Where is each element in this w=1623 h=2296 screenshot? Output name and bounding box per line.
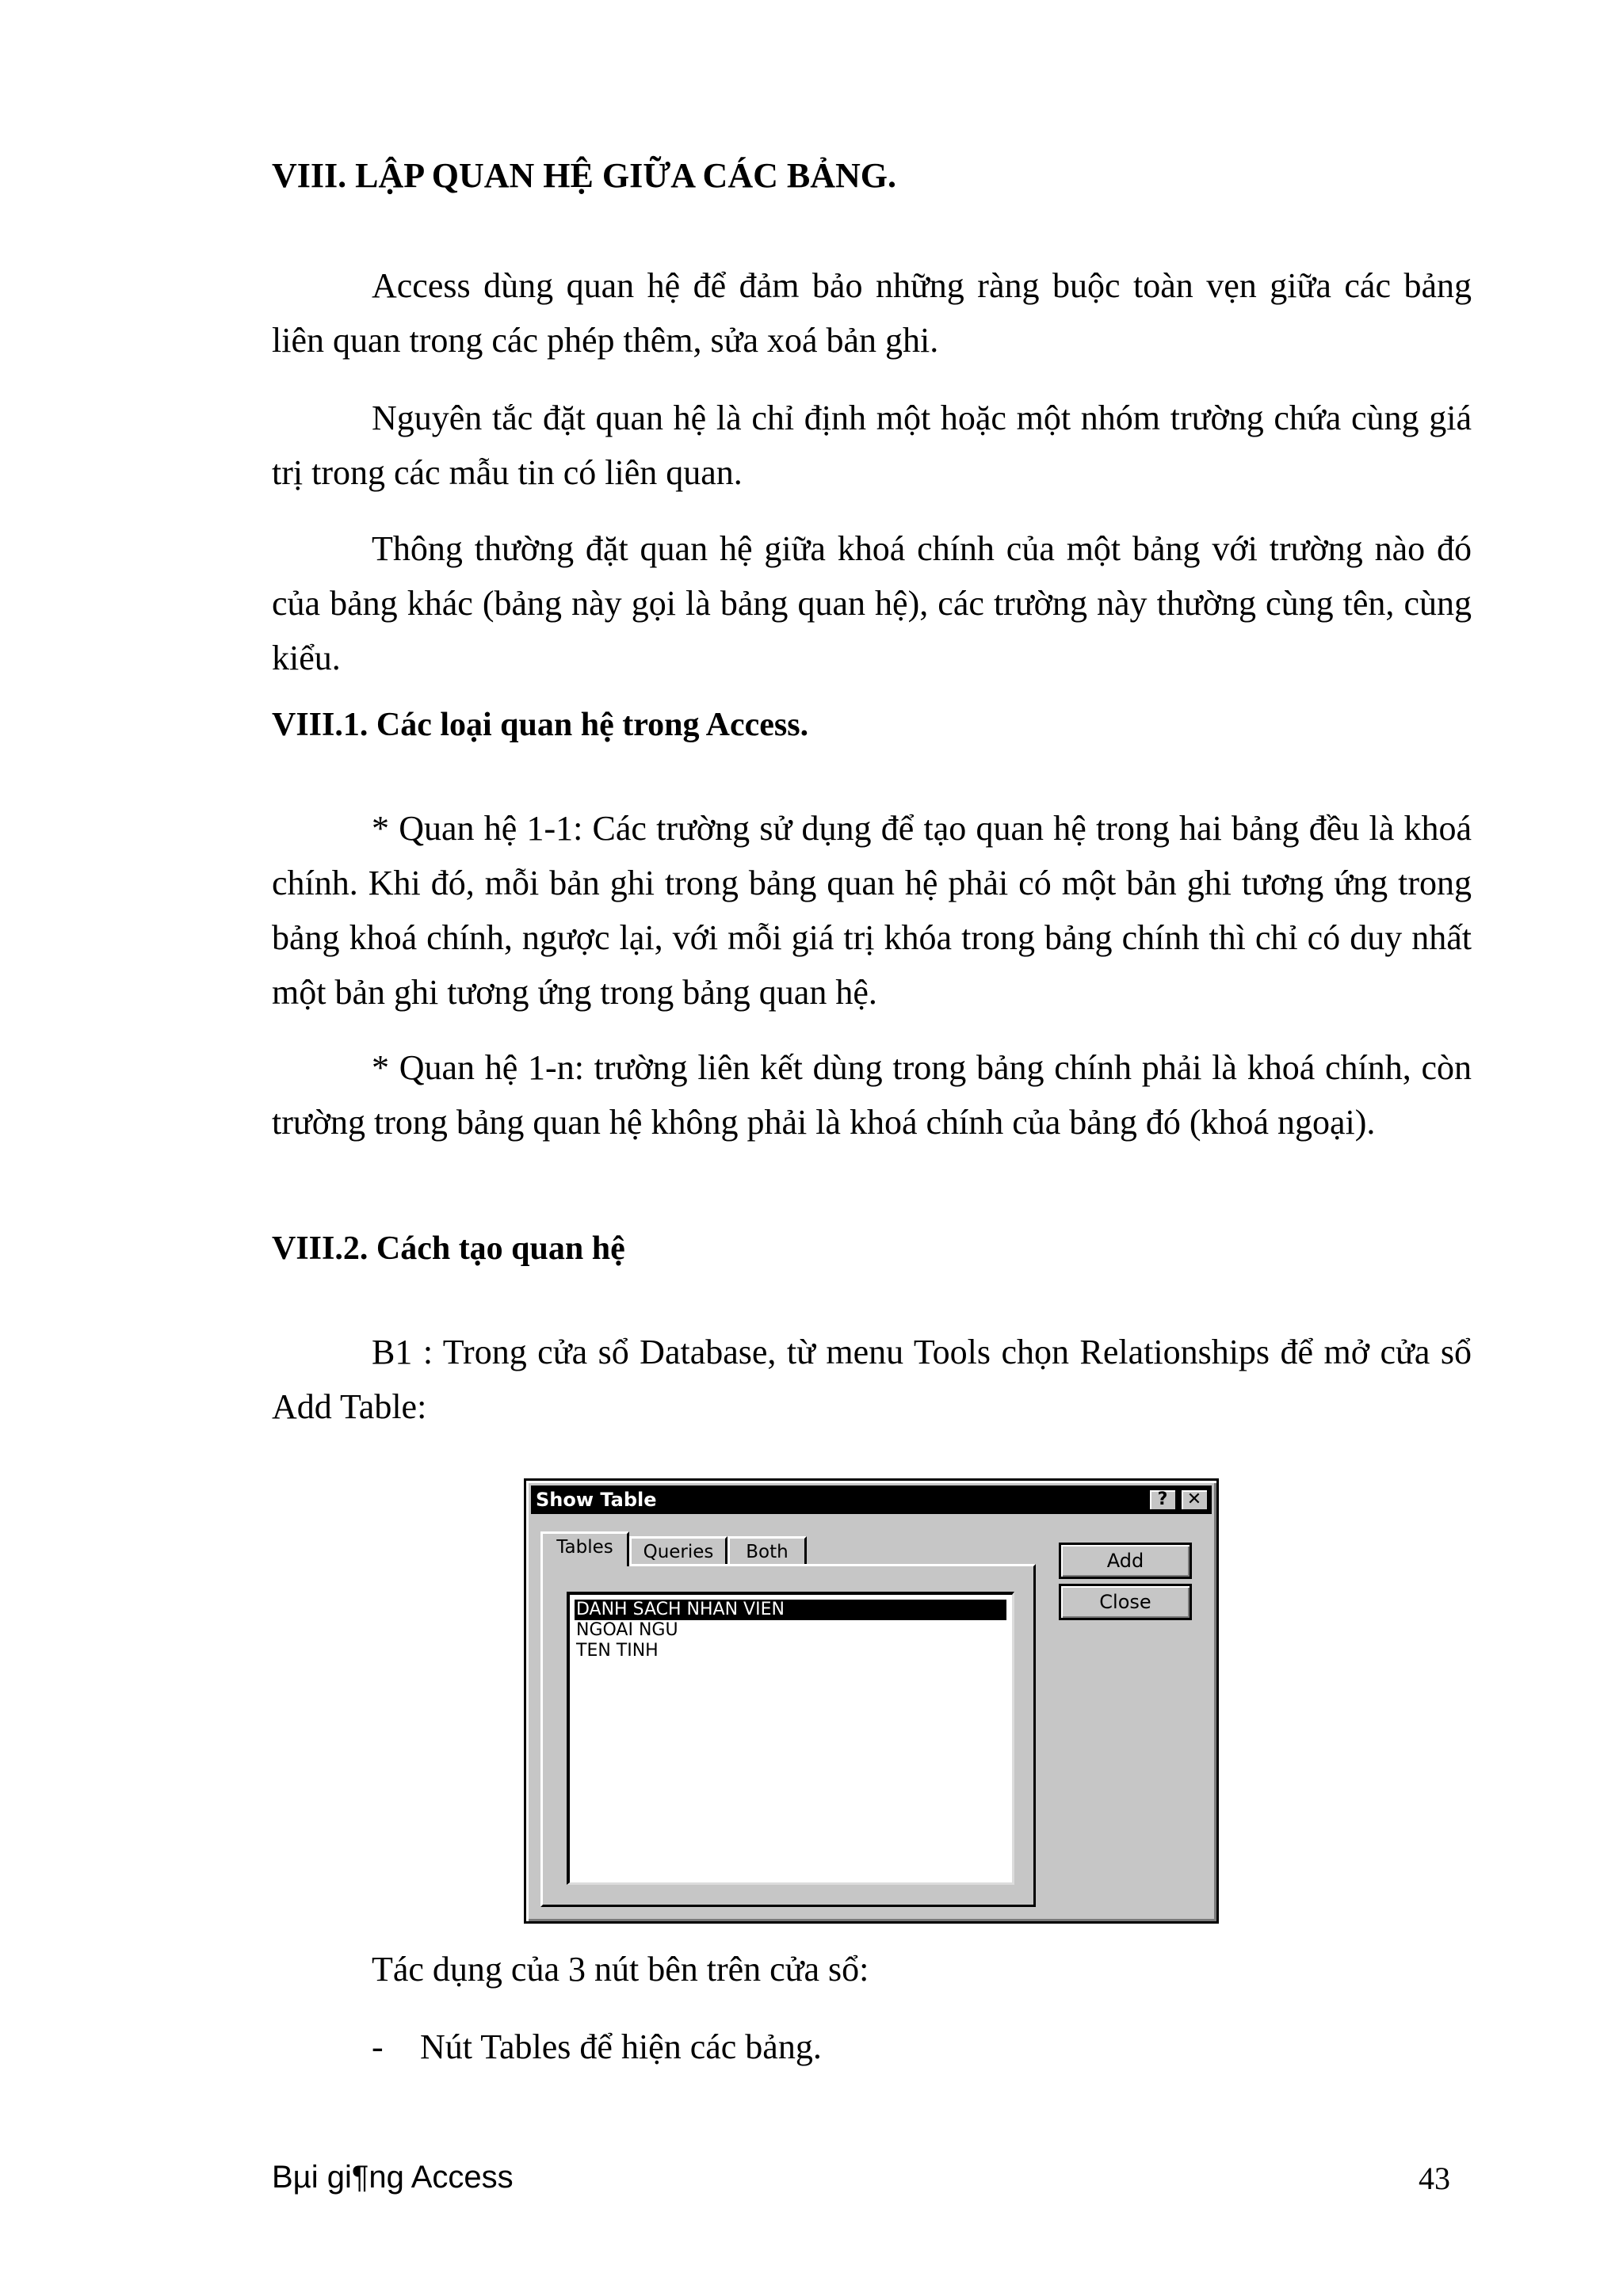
bullet-tables-text: Nút Tables để hiện các bảng. xyxy=(420,2027,822,2066)
show-table-dialog xyxy=(524,1478,1219,1924)
bullet-dash: - xyxy=(372,2027,384,2066)
tab-tables[interactable]: Tables xyxy=(540,1531,629,1566)
close-button[interactable]: Close xyxy=(1059,1584,1192,1620)
add-button[interactable]: Add xyxy=(1059,1543,1192,1579)
relation-1-1-paragraph: * Quan hệ 1-1: Các trường sử dụng để tạo quan hệ trong hai bảng đều là khoá chính. Khi đó, mỗi bản ghi trong bảng quan hệ phải có một bản ghi tương ứng trong bảng khoá chính, ngược lại, với mỗi giá trị khóa trong bảng chính thì chỉ có duy nhất một bản ghi tương ứng trong bảng quan hệ. xyxy=(272,809,1472,1012)
buttons-caption: Tác dụng của 3 nút bên trên cửa sổ: xyxy=(372,1950,869,1989)
dialog-title: Show Table xyxy=(536,1489,657,1511)
list-item-ngoai-ngu[interactable]: NGOAI NGU xyxy=(576,1620,678,1640)
tab-both[interactable]: Both xyxy=(727,1536,807,1566)
list-item-ten-tinh[interactable]: TEN TINH xyxy=(576,1641,659,1661)
tables-tab-panel xyxy=(540,1564,1036,1907)
step1-paragraph: B1 : Trong cửa sổ Database, từ menu Tools chọn Relationships để mở cửa sổ Add Table: xyxy=(272,1333,1472,1426)
dialog-titlebar xyxy=(531,1486,1212,1514)
page-number: 43 xyxy=(1419,2161,1450,2196)
footer-title: Bµi gi¶ng Access xyxy=(272,2160,514,2195)
intro-paragraph-2: Nguyên tắc đặt quan hệ là chỉ định một hoặc một nhóm trường chứa cùng giá trị trong các mẫu tin có liên quan. xyxy=(272,399,1472,492)
page-heading: VIII. LẬP QUAN HỆ GIỮA CÁC BẢNG. xyxy=(272,156,897,195)
intro-paragraph-1: Access dùng quan hệ để đảm bảo những ràng buộc toàn vẹn giữa các bảng liên quan trong các phép thêm, sửa xoá bản ghi. xyxy=(272,266,1472,360)
section2-heading: VIII.2. Cách tạo quan hệ xyxy=(272,1230,625,1267)
list-item-danh-sach-nhan-vien[interactable]: DANH SACH NHAN VIEN xyxy=(575,1600,1006,1620)
section1-heading: VIII.1. Các loại quan hệ trong Access. xyxy=(272,707,809,743)
table-list[interactable] xyxy=(567,1592,1014,1885)
intro-paragraph-3: Thông thường đặt quan hệ giữa khoá chính của một bảng với trường nào đó của bảng khác (bảng này gọi là bảng quan hệ), các trường này thường cùng tên, cùng kiểu. xyxy=(272,529,1472,677)
tab-queries[interactable]: Queries xyxy=(629,1536,727,1566)
help-icon[interactable]: ? xyxy=(1148,1489,1177,1511)
close-icon[interactable]: ✕ xyxy=(1180,1489,1209,1511)
relation-1-n-paragraph: * Quan hệ 1-n: trường liên kết dùng trong bảng chính phải là khoá chính, còn trường trong bảng quan hệ không phải là khoá chính của bảng đó (khoá ngoại). xyxy=(272,1048,1472,1142)
